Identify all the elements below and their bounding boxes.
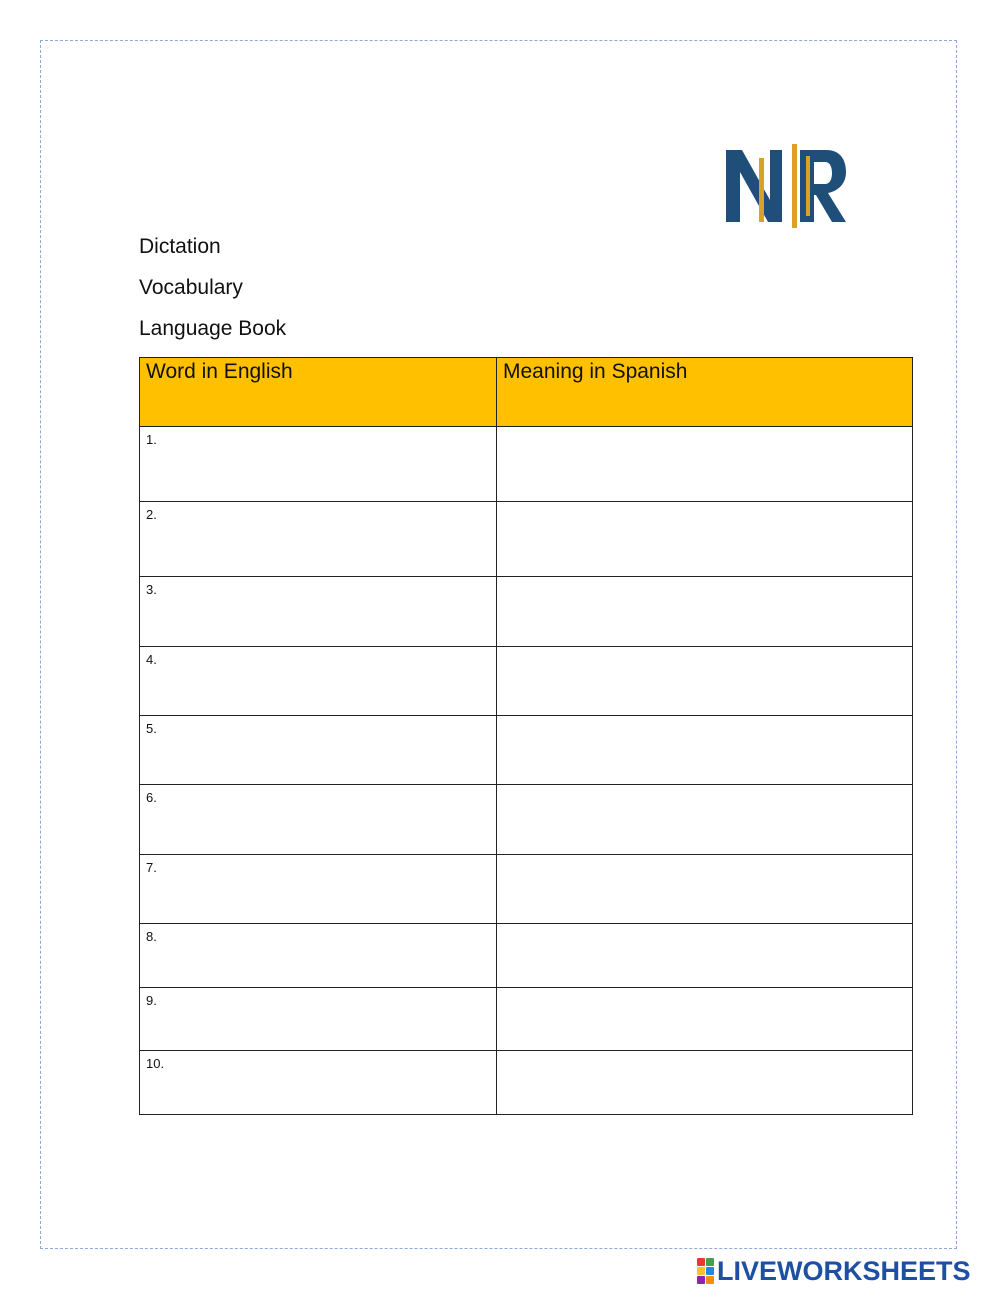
label-vocabulary: Vocabulary [139,276,243,299]
meaning-cell[interactable] [497,785,913,855]
meaning-cell[interactable] [497,716,913,785]
word-cell[interactable]: 1. [140,427,497,502]
word-cell[interactable]: 2. [140,502,497,577]
liveworksheets-logo [697,1257,971,1285]
table-row [140,924,913,988]
word-cell[interactable]: 10. [140,1051,497,1115]
meaning-cell[interactable] [497,855,913,924]
header-meaning-in-spanish: Meaning in Spanish [497,358,913,427]
word-cell[interactable]: 9. [140,988,497,1051]
table-row [140,577,913,647]
vocabulary-table [139,357,913,1115]
table-row [140,647,913,716]
label-dictation: Dictation [139,235,221,258]
table-row [140,855,913,924]
meaning-cell[interactable] [497,988,913,1051]
table-header-row [140,358,913,427]
table-row [140,785,913,855]
word-cell[interactable]: 6. [140,785,497,855]
word-cell[interactable]: 8. [140,924,497,988]
meaning-cell[interactable] [497,502,913,577]
liveworksheets-brand: LIVEWORKSHEETS [717,1255,971,1286]
word-cell[interactable]: 3. [140,577,497,647]
label-language-book: Language Book [139,317,287,340]
meaning-cell[interactable] [497,647,913,716]
word-cell[interactable]: 5. [140,716,497,785]
table-row [140,988,913,1051]
live-badge-icon [697,1258,714,1284]
table-row [140,1051,913,1115]
meaning-cell[interactable] [497,1051,913,1115]
meaning-cell[interactable] [497,924,913,988]
section-labels [139,234,286,357]
table-row [140,427,913,502]
school-logo [722,138,850,230]
table-row [140,502,913,577]
word-cell[interactable]: 4. [140,647,497,716]
table-row [140,716,913,785]
meaning-cell[interactable] [497,427,913,502]
header-word-in-english: Word in English [140,358,497,427]
word-cell[interactable]: 7. [140,855,497,924]
meaning-cell[interactable] [497,577,913,647]
